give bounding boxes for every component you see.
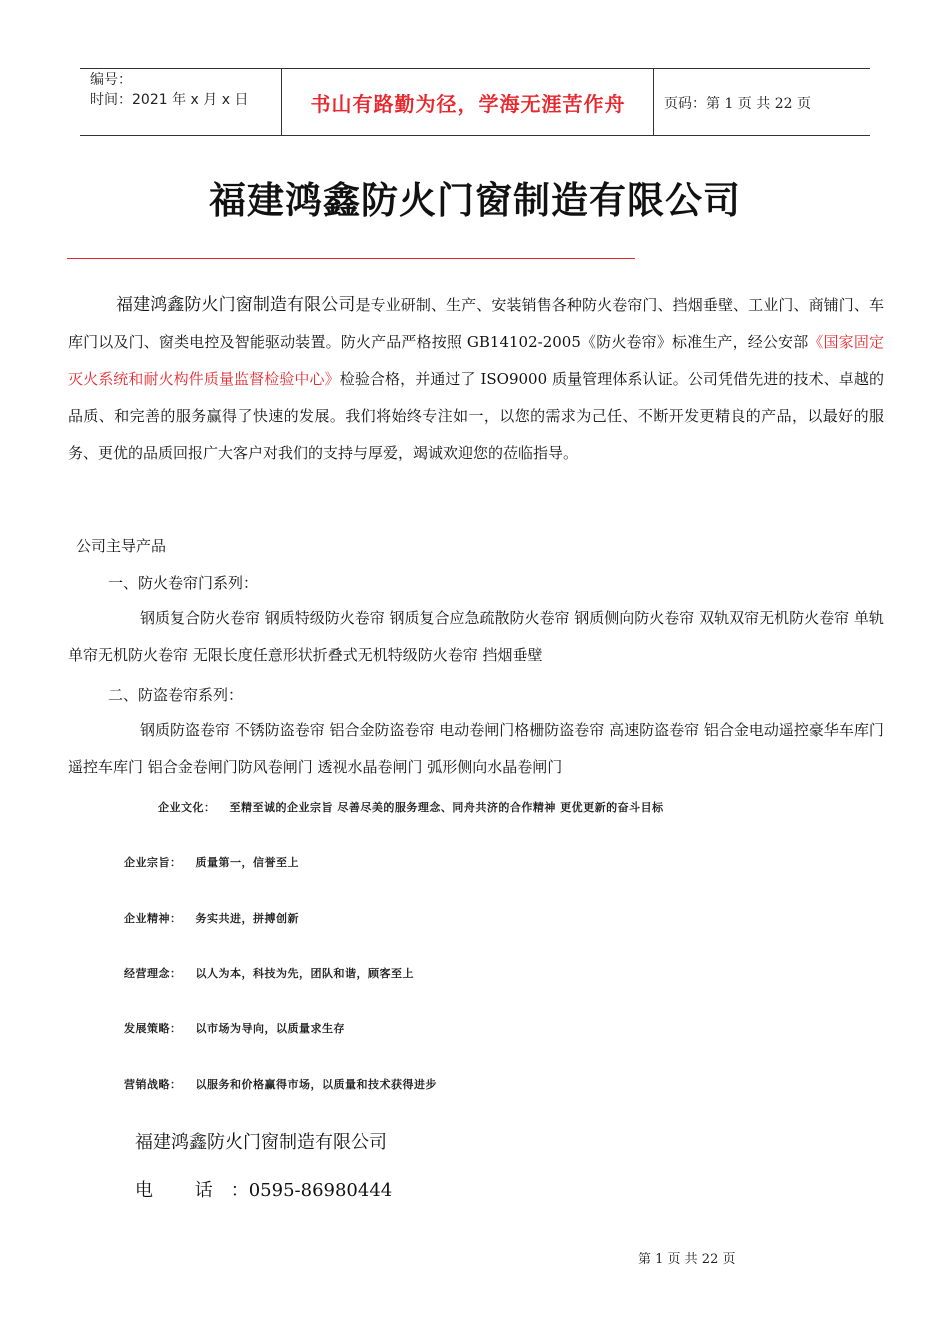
series2-items-text: 钢质防盗卷帘 不锈防盗卷帘 铝合金防盗卷帘 电动卷闸门格栅防盗卷帘 高速防盗卷帘 铝合金电动遥控豪华车库门 遥控车库门 铝合金卷闸门防风卷闸门 透视水晶卷闸门 弧形侧向水晶卷闸门 (68, 721, 884, 776)
purpose-value: 质量第一，信誉至上 (195, 856, 299, 869)
marketing-label: 营销战略： (124, 1078, 182, 1091)
time-label: 时间：2021 年 x 月 x 日 (90, 92, 249, 108)
number-label: 编号： (90, 72, 132, 88)
page-title: 福建鸿鑫防火门窗制造有限公司 (209, 178, 741, 222)
philosophy-value: 以人为本，科技为先，团队和谐，顾客至上 (195, 967, 414, 980)
products-heading: 公司主导产品 (76, 537, 167, 555)
philosophy-label: 经营理念： (124, 967, 182, 980)
culture-label: 企业文化： (158, 801, 216, 814)
header-motto: 书山有路勤为径，学海无涯苦作舟 (310, 92, 626, 116)
spirit-value: 务实共进，拼搏创新 (195, 912, 299, 925)
strategy-value: 以市场为导向，以质量求生存 (195, 1022, 345, 1035)
phone-label: 电 话 (135, 1180, 231, 1201)
spirit-row (124, 910, 299, 926)
header-bottom-rule (80, 135, 870, 136)
marketing-value: 以服务和价格赢得市场，以质量和技术获得进步 (195, 1078, 437, 1091)
header-top-rule (80, 68, 870, 69)
purpose-row (124, 854, 299, 870)
page-footer: 第 1 页 共 22 页 (638, 1252, 736, 1267)
intro-text-2: 检验合格，并通过了 ISO9000 质量管理体系认证。公司凭借先进的技术、卓越的品质、和完善的服务赢得了快速的发展。我们将始终专注如一，以您的需求为己任、不断开发更精良的产品，以最好的服务、更优的品质回报广大客户对我们的支持与厚爱，竭诚欢迎您的莅临指导。 (68, 370, 884, 462)
series1-title: 一、防火卷帘门系列： (108, 574, 259, 592)
marketing-row (124, 1076, 437, 1092)
series1-items-text: 钢质复合防火卷帘 钢质特级防火卷帘 钢质复合应急疏散防火卷帘 钢质侧向防火卷帘 双轨双帘无机防火卷帘 单轨单帘无机防火卷帘 无限长度任意形状折叠式无机特级防火卷帘 挡烟垂壁 (68, 609, 884, 664)
contact-phone (135, 1176, 392, 1202)
header-meta (90, 70, 248, 110)
culture-row (158, 799, 664, 815)
phone-value: ：0595-86980444 (230, 1180, 393, 1201)
contact-company: 福建鸿鑫防火门窗制造有限公司 (135, 1132, 387, 1153)
header-page-info: 页码：第 1 页 共 22 页 (664, 96, 811, 112)
series2-items (68, 712, 884, 786)
philosophy-row (124, 965, 414, 981)
spirit-label: 企业精神： (124, 912, 182, 925)
intro-lead: 福建鸿鑫防火门窗制造有限公司 (116, 295, 356, 315)
strategy-label: 发展策略： (124, 1022, 182, 1035)
strategy-row (124, 1020, 345, 1036)
title-rule (67, 258, 635, 259)
purpose-label: 企业宗旨： (124, 856, 182, 869)
intro-text-1: 是专业研制、生产、安装销售各种防火卷帘门、挡烟垂壁、工业门、商铺门、车库门以及门、窗类电控及智能驱动装置。防火产品严格按照 GB14102-2005《防火卷帘》标准生产，经公安部 (68, 296, 884, 351)
header-divider (281, 69, 282, 135)
intro-highlight: 《国家固定灭火系统和耐火构件质量监督检验中心》 (68, 333, 884, 388)
series2-title: 二、防盗卷帘系列： (108, 686, 244, 704)
culture-value: 至精至诚的企业宗旨 尽善尽美的服务理念、同舟共济的合作精神 更优更新的奋斗目标 (229, 801, 664, 814)
header-divider (653, 69, 654, 135)
series1-items (68, 600, 884, 674)
intro-paragraph (68, 287, 884, 472)
